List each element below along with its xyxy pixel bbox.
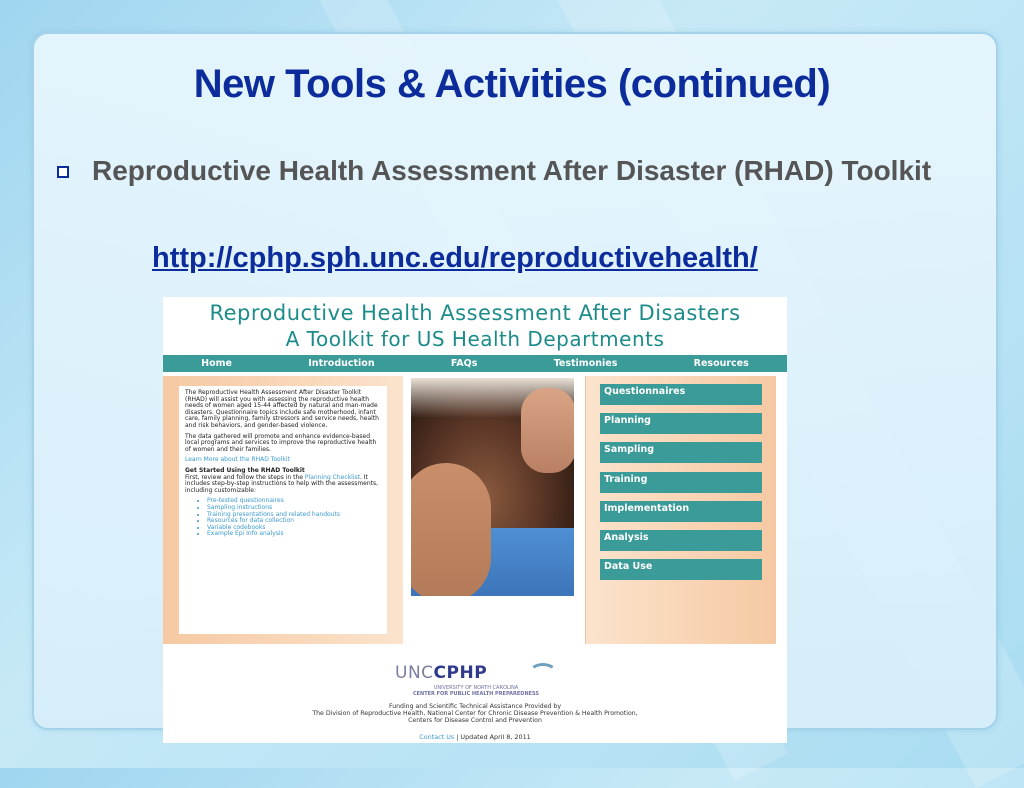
website-subtitle: A Toolkit for US Health Departments (285, 327, 665, 351)
contact-footer (163, 733, 787, 741)
checkbox-bullet-icon (57, 166, 69, 178)
list-item[interactable]: • Sampling instructions (207, 505, 381, 512)
menu-data-use[interactable]: Data Use (600, 559, 762, 580)
intro-paragraph-1: The Reproductive Health Assessment After Disaster Toolkit (RHAD) will assist you with assessing the reproductive health needs of women aged 15-44 affected by natural and man-made disasters. Questionnaire topics include safe motherhood, infant care, family planning, family stressors and service needs, health and risk behaviors, and gender-based violence. (185, 389, 379, 429)
learn-more-link[interactable]: Learn More about the RHAD Toolkit (185, 456, 290, 464)
list-item[interactable]: • Training presentations and related handouts (207, 512, 381, 519)
resources-list (185, 498, 381, 538)
bullet-text: Reproductive Health Assessment After Disaster (RHAD) Toolkit (92, 155, 932, 186)
list-item[interactable]: • Pre-tested questionnaires (207, 498, 381, 505)
menu-analysis[interactable]: Analysis (600, 530, 762, 551)
list-item[interactable]: • Variable codebooks (207, 525, 381, 532)
unc-cphp-logo: UNCCPHP (395, 663, 488, 683)
get-started-heading: Get Started Using the RHAD Toolkit (185, 466, 305, 474)
slide-title: New Tools & Activities (continued) (193, 62, 831, 106)
website-screenshot (163, 297, 787, 743)
list-item[interactable]: • Resources for data collection (207, 518, 381, 525)
nav-testimonies[interactable]: Testimonies (553, 358, 618, 369)
intro-paragraph-2: The data gathered will promote and enhance evidence-based local programs and services to improve the reproductive health of women and their families. (185, 432, 377, 453)
contact-us-link[interactable]: Contact Us (419, 733, 455, 741)
mother-child-photo (411, 378, 574, 596)
menu-implementation[interactable]: Implementation (600, 501, 762, 522)
nav-home[interactable]: Home (201, 358, 232, 369)
list-item[interactable]: • Example Epi Info analysis (207, 531, 381, 538)
planning-checklist-link[interactable]: Planning Checklist (304, 473, 360, 481)
logo-swoosh-icon (529, 663, 557, 683)
funding-footer: Funding and Scientific Technical Assistance Provided by The Division of Reproductive Health, National Center for Chronic Disease Prevention & Health Promotion, Centers for Disease Control and Prevention (312, 703, 638, 724)
menu-planning[interactable]: Planning (600, 413, 762, 434)
rhad-url-link[interactable]: http://cphp.sph.unc.edu/reproductivehealth/ (152, 242, 758, 274)
menu-questionnaires[interactable]: Questionnaires (600, 384, 762, 405)
menu-training[interactable]: Training (600, 472, 762, 493)
nav-introduction[interactable]: Introduction (308, 358, 375, 369)
get-started-text: First, review and follow the steps in the (185, 473, 303, 481)
website-nav (163, 355, 787, 372)
nav-faqs[interactable]: FAQs (450, 358, 478, 369)
side-menu (585, 376, 776, 644)
logo-subtitle: UNIVERSITY OF NORTH CAROLINA CENTER FOR PUBLIC HEALTH PREPAREDNESS (412, 685, 540, 697)
menu-sampling[interactable]: Sampling (600, 442, 762, 463)
nav-resources[interactable]: Resources (693, 358, 749, 369)
intro-panel (163, 376, 403, 644)
updated-date: | Updated April 8, 2011 (456, 733, 531, 741)
get-started-text-cont: . It includes step-by-step instructions to help with the assessments, including customizable: (185, 473, 379, 494)
intro-content (179, 386, 387, 634)
website-title: Reproductive Health Assessment After Disasters (209, 301, 741, 325)
